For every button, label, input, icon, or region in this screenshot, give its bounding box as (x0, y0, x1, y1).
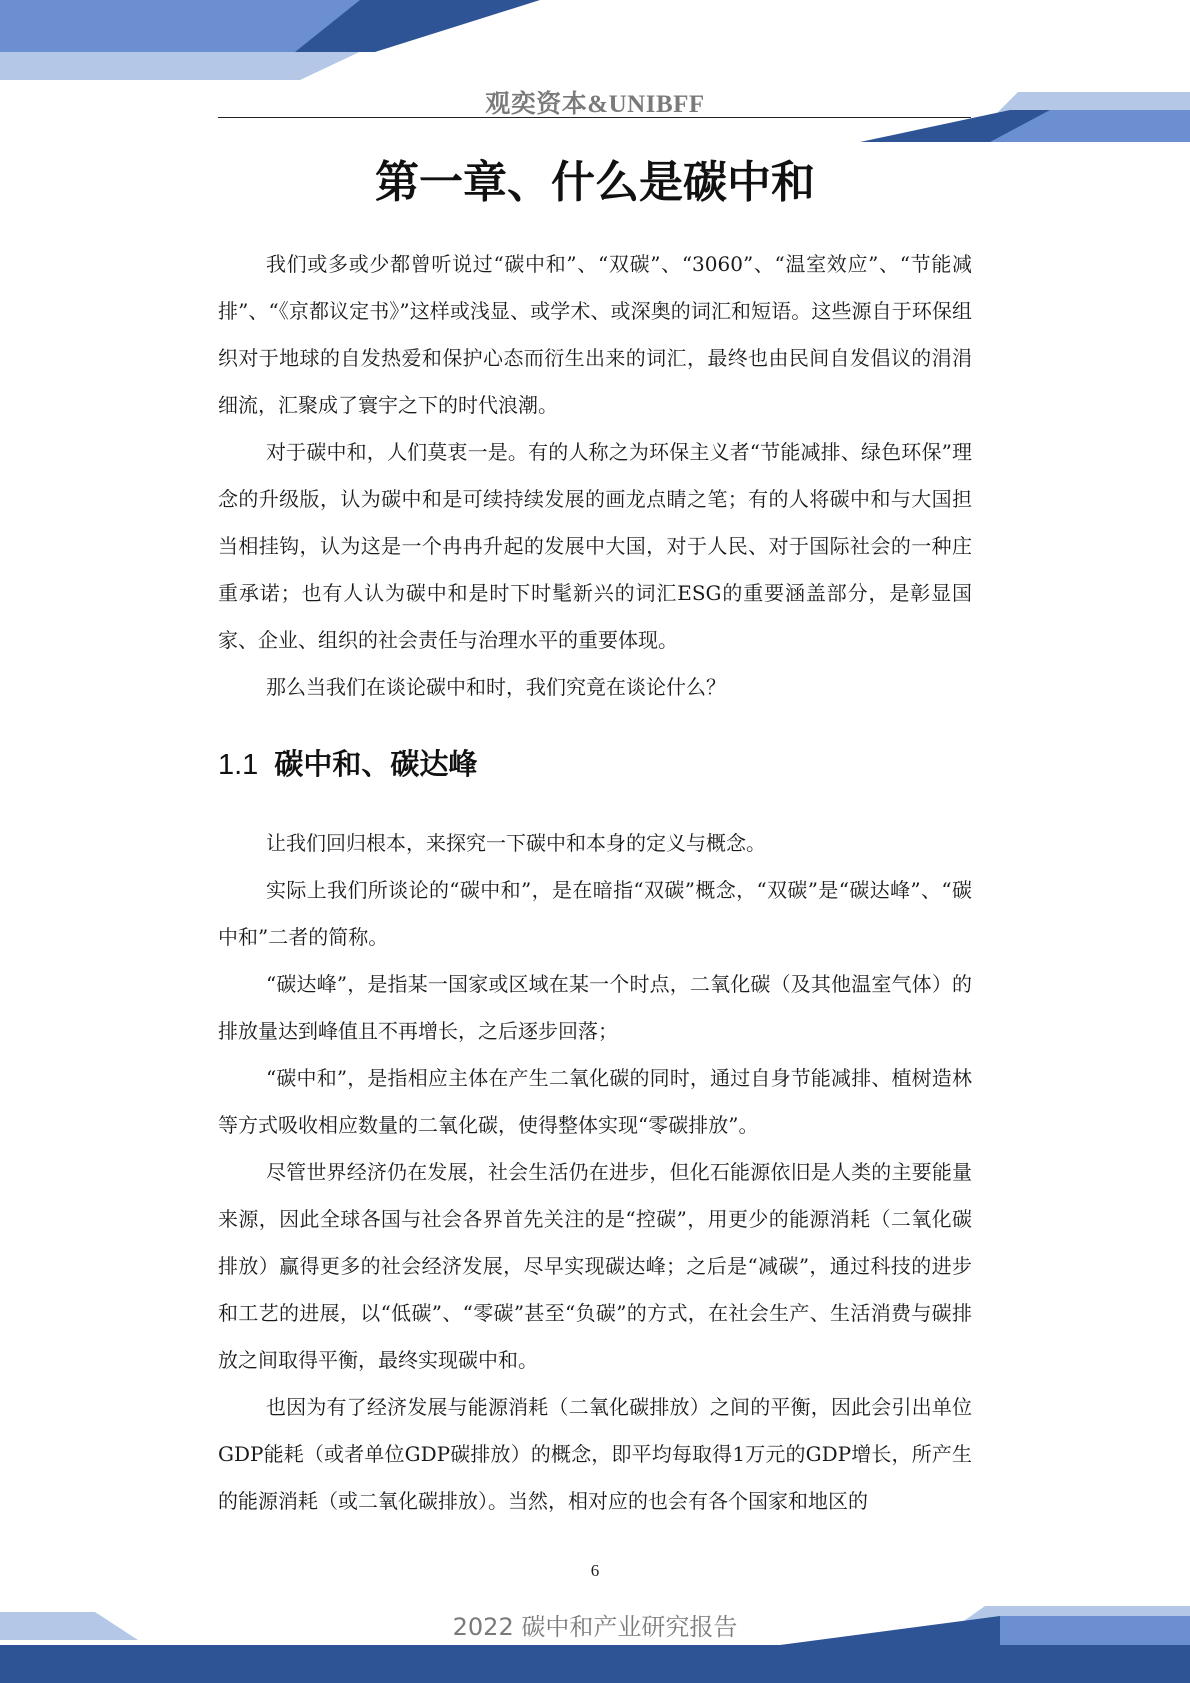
section-paragraph-3: “碳达峰”，是指某一国家或区域在某一个时点，二氧化碳（及其他温室气体）的排放量达到峰值且不再增长，之后逐步回落； (218, 972, 972, 1043)
section-paragraph-4: “碳中和”，是指相应主体在产生二氧化碳的同时，通过自身节能减排、植树造林等方式吸收相应数量的二氧化碳，使得整体实现“零碳排放”。 (218, 1066, 972, 1137)
bottom-bar (0, 1645, 1190, 1683)
section-title: 碳中和、碳达峰 (274, 747, 478, 781)
intro-paragraph-2: 对于碳中和，人们莫衷一是。有的人称之为环保主义者“节能减排、绿色环保”理念的升级版，认为碳中和是可续持续发展的画龙点睛之笔；有的人将碳中和与大国担当相挂钩，认为这是一个冉冉升起的发展中大国，对于人民、对于国际社会的一种庄重承诺；也有人认为碳中和是时下时髦新兴的词汇ESG的重要涵盖部分，是彰显国家、企业、组织的社会责任与治理水平的重要体现。 (218, 440, 972, 652)
section-paragraph-1: 让我们回归根本，来探究一下碳中和本身的定义与概念。 (266, 831, 766, 855)
section-paragraph-5: 尽管世界经济仍在发展，社会生活仍在进步，但化石能源依旧是人类的主要能量来源，因此全球各国与社会各界首先关注的是“控碳”，用更少的能源消耗（二氧化碳排放）赢得更多的社会经济发展，尽早实现碳达峰；之后是“减碳”，通过科技的进步和工艺的进展，以“低碳”、“零碳”甚至“负碳”的方式，在社会生产、生活消费与碳排放之间取得平衡，最终实现碳中和。 (218, 1160, 972, 1372)
section-heading (218, 742, 477, 783)
section-number: 1.1 (218, 749, 259, 781)
chapter-title: 第一章、什么是碳中和 (375, 157, 815, 208)
intro-paragraph-1: 我们或多或少都曾听说过“碳中和”、“双碳”、“3060”、“温室效应”、“节能减排”、“《京都议定书》”这样或浅显、或学术、或深奥的词汇和短语。这些源自于环保组织对于地球的自发热爱和保护心态而衍生出来的词汇，最终也由民间自发倡议的涓涓细流，汇聚成了寰宇之下的时代浪潮。 (218, 252, 972, 417)
intro-paragraph-3: 那么当我们在谈论碳中和时，我们究竟在谈论什么？ (266, 675, 726, 699)
page-number: 6 (590, 1561, 600, 1580)
section-paragraph-6: 也因为有了经济发展与能源消耗（二氧化碳排放）之间的平衡，因此会引出单位GDP能耗（或者单位GDP碳排放）的概念，即平均每取得1万元的GDP增长，所产生的能源消耗（或二氧化碳排放）。当然，相对应的也会有各个国家和地区的 (218, 1395, 972, 1513)
footer-title: 2022 碳中和产业研究报告 (452, 1613, 738, 1641)
header-rule (218, 117, 971, 118)
header-brand: 观奕资本&UNIBFF (485, 91, 705, 118)
section-paragraph-2: 实际上我们所谈论的“碳中和”，是在暗指“双碳”概念，“双碳”是“碳达峰”、“碳中和”二者的简称。 (218, 878, 972, 949)
